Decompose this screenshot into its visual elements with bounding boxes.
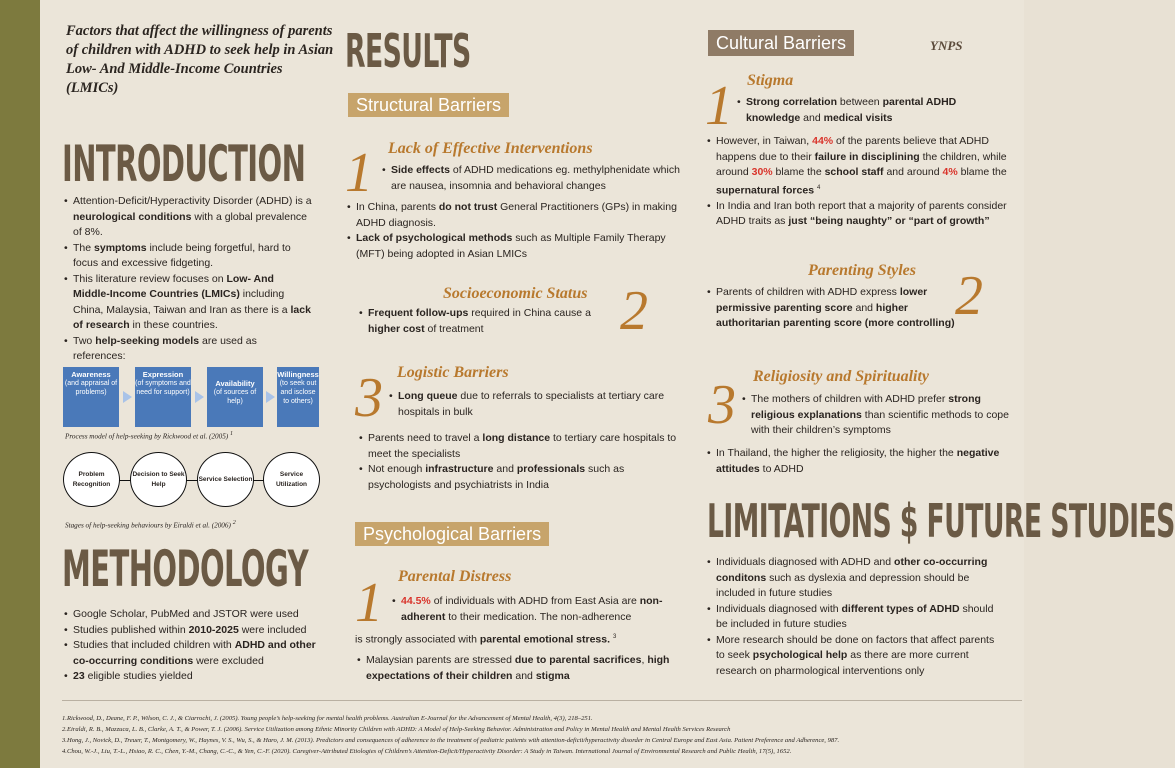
willingness-box: Willingness (to seek out and isclose to others) [277,367,319,427]
stage-ellipse: Problem Recognition [63,452,120,507]
cultural-barriers-banner: Cultural Barriers [708,30,854,56]
intro-bullet: • Two help-seeking models are used as references: [62,334,312,365]
references-divider [62,700,1022,701]
arrow-icon [195,391,204,403]
stigma-title: Stigma [747,72,794,89]
methodology-list [62,607,332,685]
reference-item: 1.Rickwood, D., Deane, F. P., Wilson, C. J., & Ciarrochi, J. (2005). Young people’s help-seeking for mental health problems. Australian E-Journal for the Advancement of Mental Health, 4(3), 218–251. [62,715,593,722]
poster-title: Factors that affect the willingness of parents of children with ADHD to seek help in Asian Low- And Middle-Income Countries (LMICs) [66,23,334,96]
help-seeking-stages-diagram [63,445,318,515]
availability-box: Availability (of sources of help) [207,367,263,427]
c2-list [705,285,960,332]
c1-list-a [735,95,1005,126]
s2-bullet: • Frequent follow-ups required in China cause a higher cost of treatment [357,306,619,337]
process-model-diagram [63,367,318,429]
cultural-number-2: 2 [955,265,983,327]
reference-item: 4.Chou, W.-J., Liu, T.-L., Hsiao, R. C., Chen, Y.-M., Chang, C.-C., & Yen, C.-F. (2020). Caregiver-Attributed Etiologies of Children’s Attention-Deficit/Hyperactivity Disorder: A Study in Taiwan. International Journal of Environmental Research and Public Health, 17(5), 1652. [62,748,792,755]
psychological-barriers-banner: Psychological Barriers [355,522,549,546]
stage-ellipse: Service Utilization [263,452,320,507]
c3-bullet: • In Thailand, the higher the religiosity, the higher the negative attitudes to ADHD [705,446,1005,477]
stage-ellipse: Decision to Seek Help [130,452,187,507]
reference-item: 3.Hong, J., Novick, D., Treuer, T., Montgomery, W., Haynes, V. S., Wu, S., & Haro, J. M. (2013). Predictors and consequences of adherence to the treatment of pediatric patients with attention-deficit/hyperactivity disorder in Central Europe and East Asia. Patient Preference and Adherence, 987. [62,737,840,744]
arrow-icon [123,391,132,403]
c3-list-b [705,446,1005,477]
intro-bullet: • The symptoms include being forgetful, hard to focus and excessive fidgeting. [62,241,312,272]
limitation-bullet: • More research should be done on factors that affect parents to seek psychological help as there are more current research on pharmological interventions only [705,633,995,680]
s3-bullet: • Parents need to travel a long distance to tertiary care hospitals to meet the specialists [357,431,682,462]
parental-distress-title: Parental Distress [398,568,512,585]
ynps-logo: YNPS [930,38,963,53]
lack-effective-interventions-title: Lack of Effective Interventions [388,140,593,157]
s2-list [357,306,619,337]
method-bullet: • Studies that included children with ADHD and other co-occurring conditions were excluded [62,638,332,669]
psych-list-b [355,653,685,684]
methodology-heading: METHODOLOGY [62,540,308,598]
s3-bullet: • Long queue due to referrals to specialists at tertiary care hospitals in bulk [387,389,687,420]
c1-bullet: • Strong correlation between parental ADHD knowledge and medical visits [735,95,1005,126]
c3-list-a [740,392,1015,439]
results-heading: RESULTS [345,24,471,78]
expression-box: Expression (of symptoms and need for support) [135,367,191,427]
c2-bullet: • Parents of children with ADHD express lower permissive parenting score and higher authoritarian parenting score (more controlling) [705,285,960,332]
parenting-styles-title: Parenting Styles [808,262,917,279]
religiosity-title: Religiosity and Spirituality [753,368,930,385]
s3-list-b [357,431,682,493]
logistic-barriers-title: Logistic Barriers [397,364,509,381]
process-model-caption: Process model of help-seeking by Rickwood et al. (2005) $^1$ [65,431,233,441]
references [62,713,1022,757]
s1-bullet: • Lack of psychological methods such as Multiple Family Therapy (MFT) being adopted in Asian LMICs [345,231,685,262]
psych-continuation: is strongly associated with parental emotional stress. $^3$ [355,633,617,646]
limitations-list [705,555,995,679]
s1-list-b [345,200,685,262]
introduction-heading: INTRODUCTION [62,135,306,193]
structural-barriers-banner: Structural Barriers [348,93,509,117]
arrow-icon [266,391,275,403]
structural-number-1: 1 [345,142,373,204]
intro-bullet: • Attention-Deficit/Hyperactivity Disorder (ADHD) is a neurological conditions with a global prevalence of 8%. [62,194,312,241]
cultural-number-1: 1 [705,75,733,137]
s1-bullet: • In China, parents do not trust General Practitioners (GPs) in making ADHD diagnosis. [345,200,685,231]
psych-list-a [390,594,690,625]
structural-number-2: 2 [620,280,648,342]
intro-bullet: • This literature review focuses on Low- And Middle-Income Countries (LMICs) including China, Malaysia, Taiwan and Iran as there is a lack of research in these countries. [62,272,312,334]
s3-list-a [387,389,687,420]
awareness-box: Awareness (and appraisal of problems) [63,367,119,427]
c1-list-b [705,134,1010,230]
cultural-number-3: 3 [708,374,736,436]
method-bullet: • Google Scholar, PubMed and JSTOR were used [62,607,332,623]
method-bullet: • Studies published within 2010-2025 were included [62,623,332,639]
c3-bullet: • The mothers of children with ADHD prefer strong religious explanations than scientific methods to cope with their children’s symptoms [740,392,1015,439]
introduction-list [62,194,312,365]
s1-list-a [380,163,685,194]
c1-bullet: • In India and Iran both report that a majority of parents consider ADHD traits as just “being naughty” or “part of growth” [705,199,1010,230]
left-olive-stripe [0,0,40,768]
psychological-number-1: 1 [355,572,383,634]
method-bullet: • 23 eligible studies yielded [62,669,332,685]
psych-bullet: • Malaysian parents are stressed due to parental sacrifices, high expectations of their children and stigma [355,653,685,684]
psych-bullet: • 44.5% of individuals with ADHD from East Asia are non-adherent to their medication. The non-adherence [390,594,690,625]
stages-caption: Stages of help-seeking behaviours by Eiraldi et al. (2006) $^2$ [65,520,236,530]
limitation-bullet: • Individuals diagnosed with different types of ADHD should be included in future studies [705,602,995,633]
c1-bullet: • However, in Taiwan, 44% of the parents believe that ADHD happens due to their failure in disciplining the children, while around 30% blame the school staff and around 4% blame the supernatural forces $^4$ [705,134,1010,199]
s3-bullet: • Not enough infrastructure and professionals such as psychologists and psychiatrists in India [357,462,682,493]
limitations-heading: LIMITATIONS $ FUTURE STUDIES [707,494,1175,548]
s1-bullet: • Side effects of ADHD medications eg. methylphenidate which are nausea, insomnia and behavioral changes [380,163,685,194]
reference-item: 2.Eiraldi, R. B., Mazzuca, L. B., Clarke, A. T., & Power, T. J. (2006). Service Utilization among Ethnic Minority Children with ADHD: A Model of Help-Seeking Behavior. Administration and Policy in Mental Health and Mental Health Services Research [62,726,731,733]
socioeconomic-status-title: Socioeconomic Status [443,285,588,302]
limitation-bullet: • Individuals diagnosed with ADHD and other co-occurring conditons such as dyslexia and depression should be included in future studies [705,555,995,602]
structural-number-3: 3 [355,367,383,429]
stage-ellipse: Service Selection [197,452,254,507]
